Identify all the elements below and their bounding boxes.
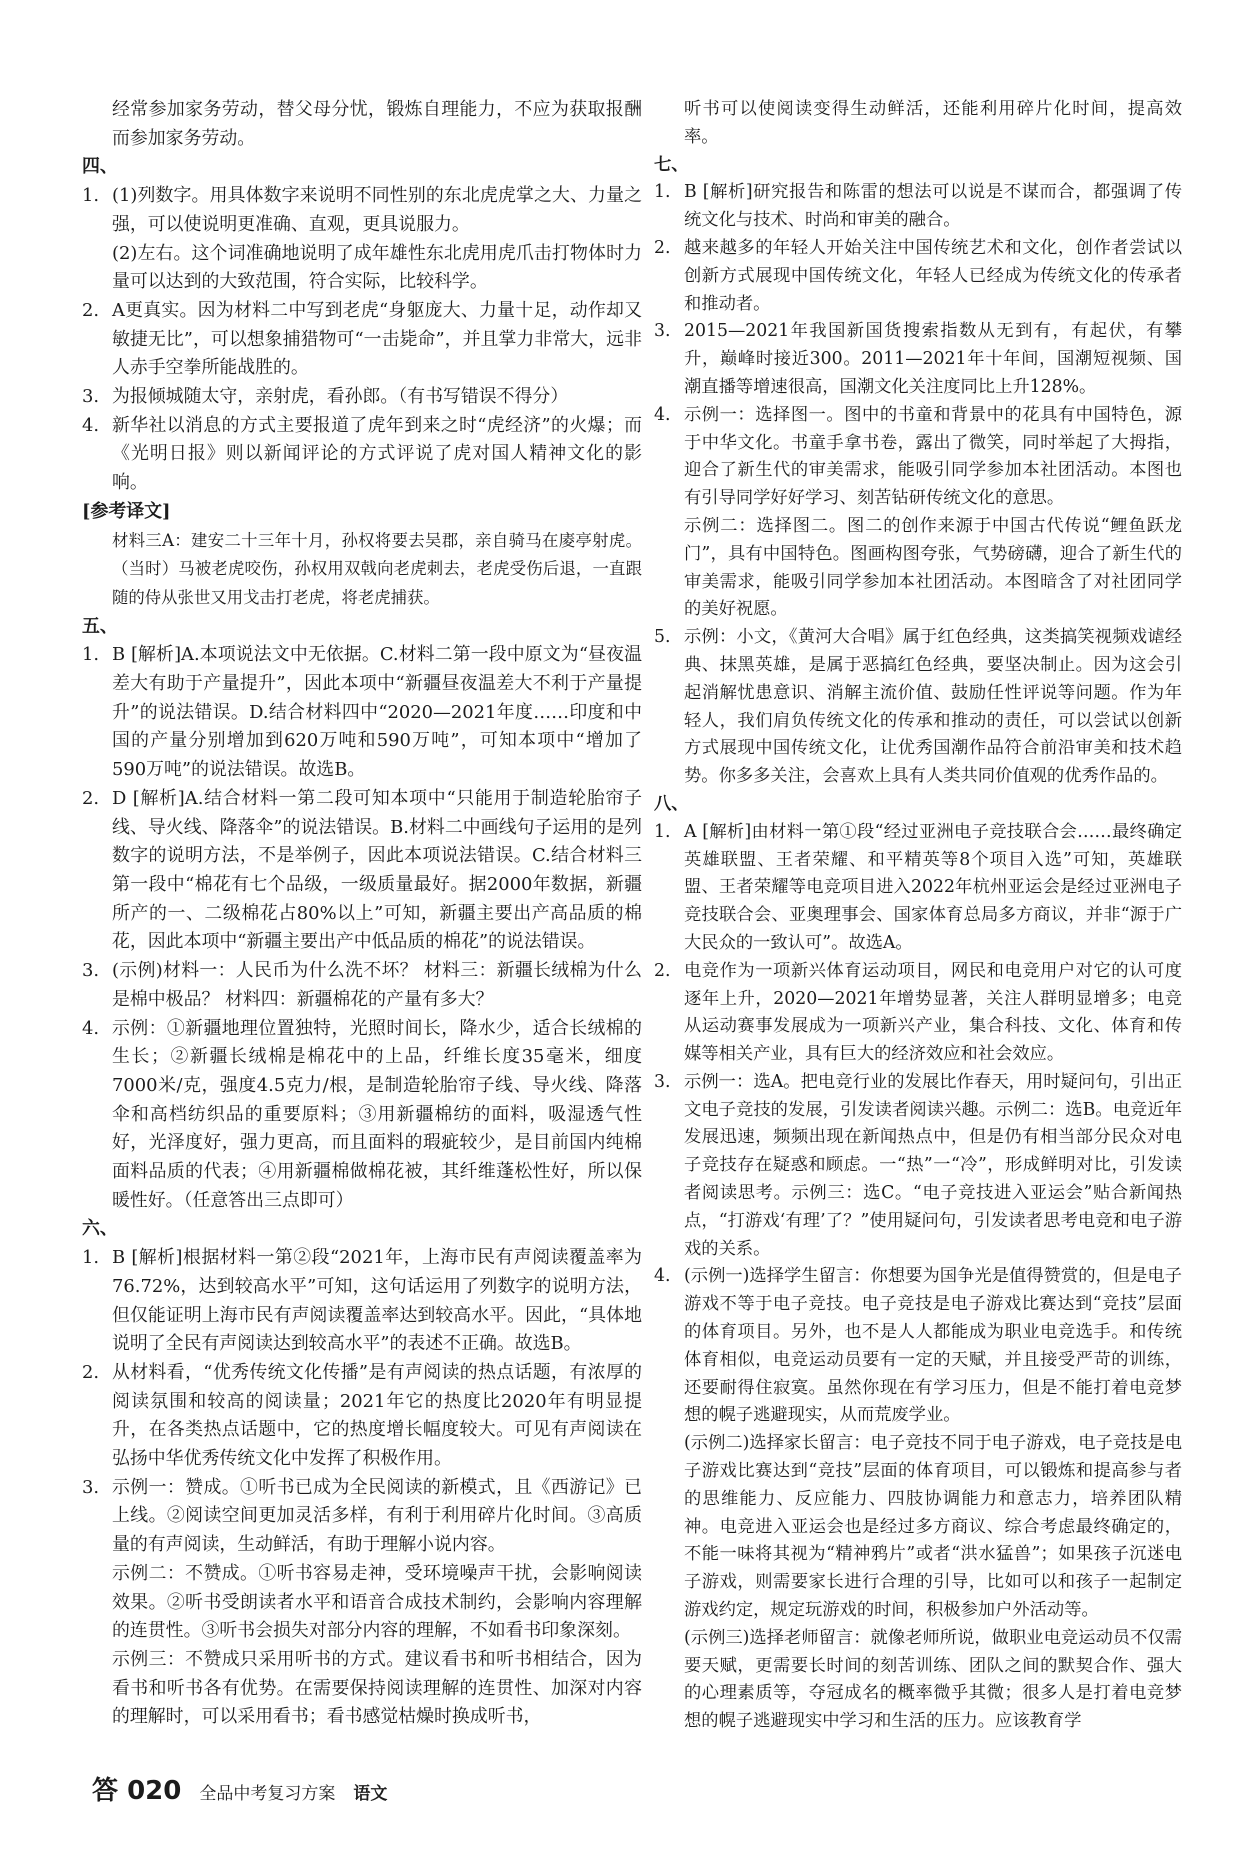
answer-continuation: 听书可以使阅读变得生动鲜活，还能利用碎片化时间，提高效率。 [684, 99, 1182, 147]
item-number: 4. [82, 414, 100, 436]
answer-item [82, 297, 642, 383]
item-number: 4. [82, 1017, 100, 1039]
item-text: 示例一：赞成。①听书已成为全民阅读的新模式，且《西游记》已上线。②阅读空间更加灵活多样，有利于利用碎片化时间。③高质量的有声阅读，生动鲜活，有助于理解小说内容。 [112, 1476, 642, 1556]
item-text: B [解析]根据材料一第②段“2021年，上海市民有声阅读覆盖率为76.72%，达到较高水平”可知，这句话运用了列数字的说明方法，但仅能证明上海市民有声阅读覆盖率达到较高水平。因此，“具体地说明了全民有声阅读达到较高水平”的表述不正确。故选B。 [112, 1247, 642, 1355]
answer-item [654, 402, 1182, 513]
answer-continuation: 示例三：不赞成只采用听书的方式。建议看书和听书相结合，因为看书和听书各有优势。在需要保持阅读理解的连贯性、加深对内容的理解时，可以采用看书；看书感觉枯燥时换成听书， [112, 1648, 642, 1728]
item-number: 3. [654, 321, 671, 342]
item-number: 2. [82, 299, 100, 321]
answer-continuation: 材料三A：建安二十三年十月，孙权将要去吴郡，亲自骑马在庱亭射虎。（当时）马被老虎咬伤，孙权用双戟向老虎刺去，老虎受伤后退，一直跟随的侍从张世又用戈击打老虎，将老虎捕获。 [112, 530, 642, 607]
item-number: 1. [82, 185, 100, 207]
answer-item [654, 624, 1182, 791]
item-number: 2. [82, 787, 100, 809]
answer-item [654, 958, 1182, 1069]
answer-item [82, 182, 642, 239]
item-text: 从材料看，“优秀传统文化传播”是有声阅读的热点话题，有浓厚的阅读氛围和较高的阅读量；2021年它的热度比2020年有明显提升，在各类热点话题中，它的热度增长幅度较大。可见有声阅读在弘扬中华优秀传统文化中发挥了积极作用。 [112, 1361, 642, 1470]
item-text: A [解析]由材料一第①段“经过亚洲电子竞技联合会……最终确定英雄联盟、王者荣耀、和平精英等8个项目入选”可知，英雄联盟、王者荣耀等电竞项目进入2022年杭州亚运会是经过亚洲电子竞技联合会、亚奥理事会、国家体育总局多方商议，并非“源于广大民众的一致认可”。故选A。 [684, 821, 1182, 953]
section-heading: [参考译文] [82, 500, 171, 522]
item-number: 5. [654, 627, 671, 648]
item-number: 2. [654, 237, 671, 258]
item-number: 3. [82, 386, 100, 408]
answer-item [654, 318, 1182, 401]
answer-continuation: 经常参加家务劳动，替父母分忧，锻炼自理能力，不应为获取报酬而参加家务劳动。 [112, 99, 642, 149]
item-text: B [解析]研究报告和陈雷的想法可以说是不谋而合，都强调了传统文化与技术、时尚和审美的融合。 [684, 182, 1182, 231]
item-text: 越来越多的年轻人开始关注中国传统艺术和文化，创作者尝试以创新方式展现中国传统文化，年轻人已经成为传统文化的传承者和推动者。 [684, 237, 1182, 314]
answer-item [82, 1474, 642, 1560]
item-number: 3. [82, 960, 100, 982]
answer-continuation: (2)左右。这个词准确地说明了成年雄性东北虎用虎爪击打物体时力量可以达到的大致范围，符合实际，比较科学。 [112, 242, 642, 293]
item-number: 2. [82, 1361, 100, 1383]
item-text: 示例一：选A。把电竞行业的发展比作春天，用时疑问句，引出正文电子竞技的发展，引发读者阅读兴趣。示例二：选B。电竞近年发展迅速，频频出现在新闻热点中，但是仍有相当部分民众对电子竞技存在疑惑和顾虑。一“热”一“冷”，形成鲜明对比，引发读者阅读思考。示例三：选C。“电子竞技进入亚运会”贴合新闻热点，“打游戏‘有理’了？”使用疑问句，引发读者思考电竞和电子游戏的关系。 [684, 1071, 1182, 1259]
item-number: 1. [82, 644, 100, 666]
item-number: 1. [82, 1247, 100, 1269]
item-text: D [解析]A.结合材料一第二段可知本项中“只能用于制造轮胎帘子线、导火线、降落伞”的说法错误。B.材料二中画线句子运用的是列数字的说明方法，不是举例子，因此本项说法错误。C.结合材料三第一段中“棉花有七个品级，一级质量最好。据2000年数据，新疆所产的一、二级棉花占80%以上”可知，新疆主要出产高品质的棉花，因此本项中“新疆主要出产中低品质的棉花”的说法错误。 [112, 787, 642, 953]
answer-item [82, 1359, 642, 1474]
answer-continuation: 示例二：不赞成。①听书容易走神，受环境噪声干扰，会影响阅读效果。②听书受朗读者水平和语音合成技术制约，会影响内容理解的连贯性。③听书会损失对部分内容的理解，不如看书印象深刻。 [112, 1562, 642, 1642]
section-heading: 六、 [82, 1218, 118, 1240]
item-text: 示例：小文，《黄河大合唱》属于红色经典，这类搞笑视频戏谑经典、抹黑英雄，是属于恶搞红色经典，要坚决制止。因为这会引起消解忧患意识、消解主流价值、鼓励任性评说等问题。作为年轻人，我们肩负传统文化的传承和推动的责任，可以尝试以创新方式展现中国传统文化，让优秀国潮作品符合前沿审美和技术趋势。你多多关注，会喜欢上具有人类共同价值观的优秀作品的。 [684, 627, 1182, 787]
answer-item [654, 819, 1182, 958]
item-text: 新华社以消息的方式主要报道了虎年到来之时“虎经济”的火爆；而《光明日报》则以新闻评论的方式评说了虎对国人精神文化的影响。 [112, 414, 642, 494]
item-text: 2015—2021年我国新国货搜索指数从无到有，有起伏，有攀升，巅峰时接近300。2011—2021年十年间，国潮短视频、国潮直播等增速很高，国潮文化关注度同比上升128%。 [684, 321, 1182, 397]
item-number: 1. [654, 821, 671, 842]
item-text: A更真实。因为材料二中写到老虎“身躯庞大、力量十足，动作却又敏捷无比”，可以想象捕猎物可“一击毙命”，并且掌力非常大，远非人赤手空拳所能战胜的。 [112, 299, 642, 379]
item-text: 示例一：选择图一。图中的书童和背景中的花具有中国特色，源于中华文化。书童手拿书卷，露出了微笑，同时举起了大拇指，迎合了新生代的审美需求，能吸引同学参加本社团活动。本图也有引导同学好好学习、刻苦钻研传统文化的意思。 [684, 404, 1182, 509]
page-number: 答 020 [92, 1776, 182, 1806]
answer-continuation: (示例三)选择老师留言：就像老师所说，做职业电竞运动员不仅需要天赋，更需要长时间的刻苦训练、团队之间的默契合作、强大的心理素质等，夺冠成名的概率微乎其微；很多人是打着电竞梦想的幌子逃避现实中学习和生活的压力。应该教育学 [684, 1627, 1182, 1732]
answer-column-left [82, 96, 642, 1732]
section-heading: 四、 [82, 156, 118, 178]
answer-item [654, 179, 1182, 235]
item-number: 1. [654, 182, 671, 203]
item-text: 为报倾城随太守，亲射虎，看孙郎。（有书写错误不得分） [112, 386, 569, 408]
answer-item [654, 1069, 1182, 1264]
answer-item [82, 1244, 642, 1359]
page-footer [92, 1770, 387, 1807]
answer-item [82, 957, 642, 1014]
section-heading: 八、 [654, 793, 689, 814]
answer-item [82, 641, 642, 785]
item-number: 4. [654, 1266, 671, 1287]
book-title: 全品中考复习方案 [199, 1784, 336, 1804]
answer-item [654, 1263, 1182, 1430]
item-text: B [解析]A.本项说法文中无依据。C.材料二第一段中原文为“昼夜温差大有助于产量提升”，因此本项中“新疆昼夜温差大不利于产量提升”的说法错误。D.结合材料四中“2020—2021年度……印度和中国的产量分别增加到620万吨和590万吨”，可知本项中“增加了590万吨”的说法错误。故选B。 [112, 644, 642, 781]
answer-continuation: (示例二)选择家长留言：电子竞技不同于电子游戏，电子竞技是电子游戏比赛达到“竞技”层面的体育项目，可以锻炼和提高参与者的思维能力、反应能力、四肢协调能力和意志力，培养团队精神。电竞进入亚运会也是经过多方商议、综合考虑最终确定的，不能一味将其视为“精神鸦片”或者“洪水猛兽”；如果孩子沉迷电子游戏，则需要家长进行合理的引导，比如可以和孩子一起制定游戏约定，规定玩游戏的时间，积极参加户外活动等。 [684, 1433, 1182, 1621]
item-text: 示例：①新疆地理位置独特，光照时间长，降水少，适合长绒棉的生长；②新疆长绒棉是棉花中的上品，纤维长度35毫米，细度7000米/克，强度4.5克力/根，是制造轮胎帘子线、导火线、降落伞和高档纺织品的重要原料；③用新疆棉纺的面料，吸湿透气性好，光泽度好，强力更高，而且面料的瑕疵较少，是目前国内纯棉面料品质的代表；④用新疆棉做棉花被，其纤维蓬松性好，所以保暖性好。（任意答出三点即可） [112, 1017, 642, 1211]
answer-continuation: 示例二：选择图二。图二的创作来源于中国古代传说“鲤鱼跃龙门”，具有中国特色。图画构图夸张，气势磅礴，迎合了新生代的审美需求，能吸引同学参加本社团活动。本图暗含了对社团同学的美好祝愿。 [684, 515, 1182, 620]
item-number: 4. [654, 404, 671, 425]
item-text: 电竞作为一项新兴体育运动项目，网民和电竞用户对它的认可度逐年上升，2020—2021年增势显著，关注人群明显增多；电竞从运动赛事发展成为一项新兴产业，集合科技、文化、体育和传媒等相关产业，具有巨大的经济效应和社会效应。 [684, 960, 1182, 1065]
answer-item [82, 412, 642, 498]
item-text: (1)列数字。用具体数字来说明不同性别的东北虎虎掌之大、力量之强，可以使说明更准确、直观，更具说服力。 [112, 185, 642, 235]
item-text: (示例)材料一：人民币为什么洗不坏？ 材料三：新疆长绒棉为什么是棉中极品？ 材料四：新疆棉花的产量有多大？ [112, 960, 642, 1010]
answer-item [654, 235, 1182, 318]
item-number: 2. [654, 960, 671, 981]
answer-item [82, 1015, 642, 1216]
subject-label: 语文 [353, 1784, 388, 1804]
answer-item [82, 383, 642, 412]
answer-item [82, 785, 642, 957]
item-text: (示例一)选择学生留言：你想要为国争光是值得赞赏的，但是电子游戏不等于电子竞技。电子竞技是电子游戏比赛达到“竞技”层面的体育项目。另外，也不是人人都能成为职业电竞选手。和传统体育相似，电竞运动员要有一定的天赋，并且接受严苛的训练，还要耐得住寂寞。虽然你现在有学习压力，但是不能打着电竞梦想的幌子逃避现实，从而荒废学业。 [684, 1266, 1182, 1426]
section-heading: 五、 [82, 615, 118, 637]
section-heading: 七、 [654, 154, 689, 175]
item-number: 3. [654, 1071, 671, 1092]
item-number: 3. [82, 1476, 100, 1498]
answer-column-right [654, 96, 1182, 1736]
